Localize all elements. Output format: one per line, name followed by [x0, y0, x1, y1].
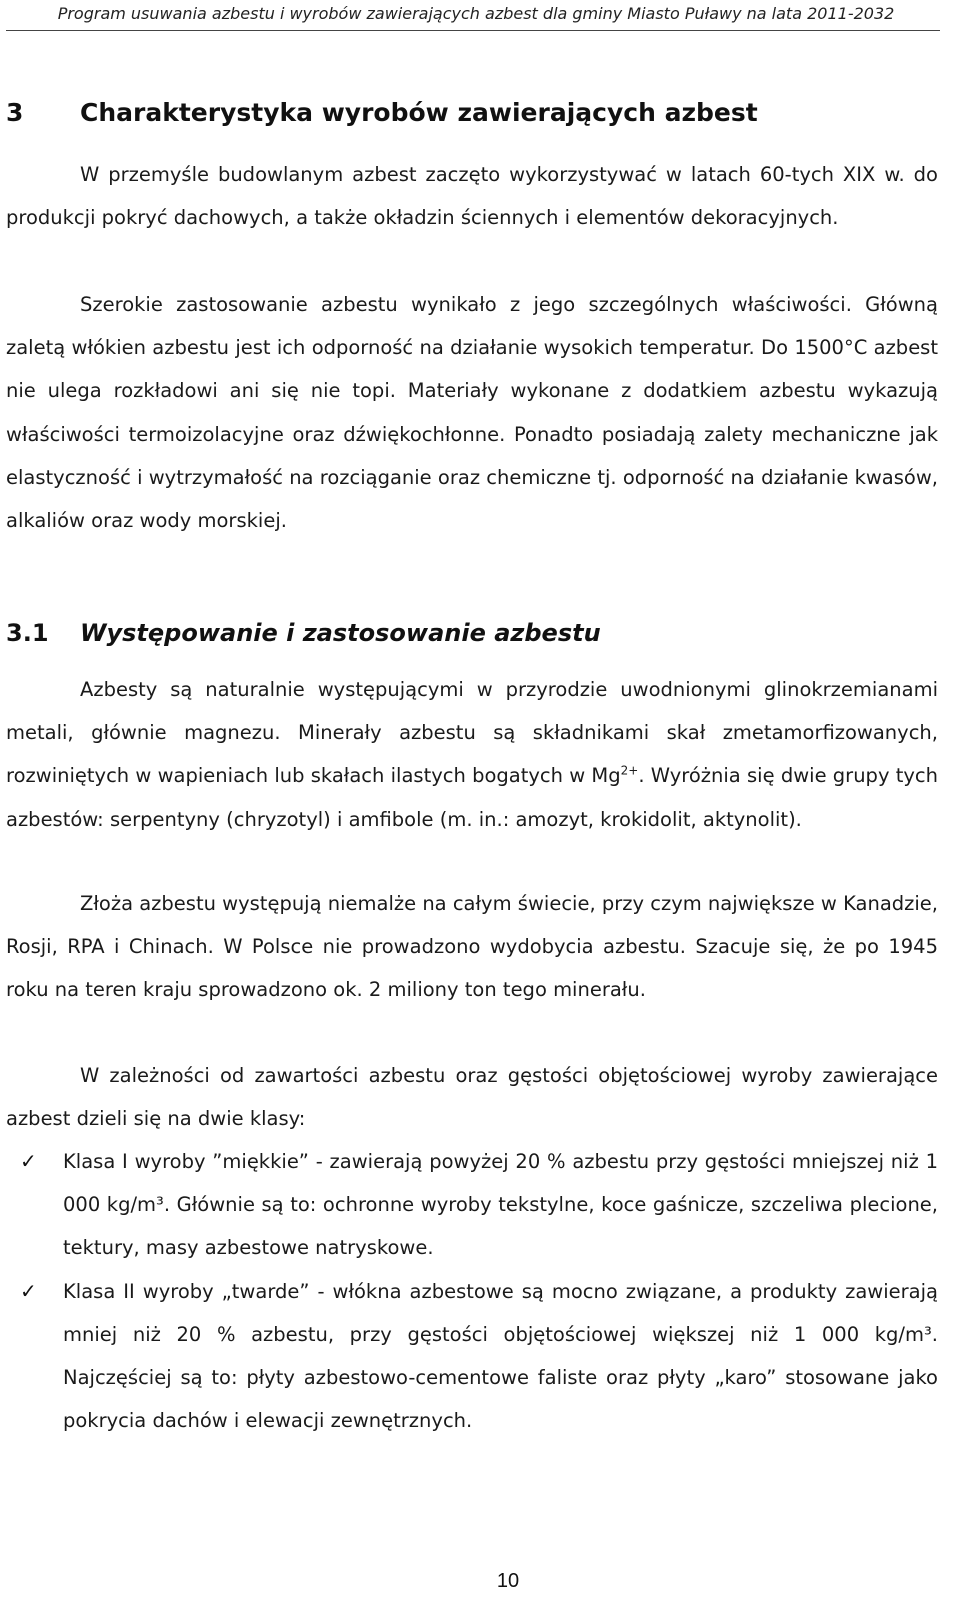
checkmark-icon: ✓ — [20, 1149, 37, 1173]
section-3-1-paragraph-3: W zależności od zawartości azbestu oraz gęstości objętościowej wyroby zawierające azbest dzieli się na dwie klasy: — [6, 1064, 938, 1131]
section-3-paragraph-2: Szerokie zastosowanie azbestu wynikało z jego szczególnych właściwości. Główną zaletą włókien azbestu jest ich odporność na działanie wysokich temperatur. Do 1500°C azbest nie ulega rozkładowi ani się nie topi. Materiały wykonane z dodatkiem azbestu wykazują właściwości termoizolacyjne oraz dźwiękochłonne. Ponadto posiadają zalety mechaniczne jak elastyczność i wytrzymałość na rozciąganie oraz chemiczne tj. odporność na działanie kwasów, alkaliów oraz wody morskiej. — [6, 293, 938, 533]
checkmark-icon: ✓ — [20, 1278, 37, 1303]
section-3-1-paragraph-1 — [6, 668, 938, 841]
page-number: 10 — [496, 1570, 520, 1592]
paragraph-text: . Wyróżnia się dwie grupy tych azbestów: serpentyny (chryzotyl) i amfibole (m. in.: amozyt, krokidolit, aktynolit). — [6, 764, 938, 831]
list-item — [6, 1140, 938, 1270]
running-header: Program usuwania azbestu i wyrobów zawierających azbest dla gminy Miasto Puławy na lata 2011-2032 — [57, 4, 895, 23]
section-3-title: Charakterystyka wyrobów zawierających azbest — [80, 98, 758, 127]
paragraph-text: Azbesty są naturalnie występującymi w przyrodzie uwodnionymi glinokrzemianami metali, głównie magnezu. Minerały azbestu są składnikami skał zmetamorfizowanych, rozwiniętych w wapieniach lub skałach ilastych bogatych w Mg — [6, 678, 938, 788]
asbestos-class-list — [6, 1140, 938, 1442]
section-3-1-heading — [6, 616, 936, 650]
list-item-text: Klasa II wyroby „twarde” - włókna azbestowe są mocno związane, a produkty zawierają mniej niż 20 % azbestu, przy gęstości objętościowej większej niż 1 000 kg/m³. Najczęściej są to: płyty azbestowo-cementowe faliste oraz płyty „karo” stosowane jako pokrycia dachów i elewacji zewnętrznych. — [63, 1279, 938, 1433]
section-3-paragraph-1: W przemyśle budowlanym azbest zaczęto wykorzystywać w latach 60-tych XIX w. do produkcji pokryć dachowych, a także okładzin ściennych i elementów dekoracyjnych. — [6, 163, 938, 230]
section-3-number: 3 — [6, 98, 24, 127]
list-item-text: Klasa I wyroby ”miękkie” - zawierają powyżej 20 % azbestu przy gęstości mniejszej niż 1 000 kg/m³. Głównie są to: ochronne wyroby tekstylne, koce gaśnicze, szczeliwa plecione, tektury, masy azbestowe natryskowe. — [63, 1150, 938, 1260]
section-3-1-number: 3.1 — [6, 619, 49, 647]
list-item — [6, 1270, 938, 1443]
section-3-1-title: Występowanie i zastosowanie azbestu — [80, 619, 601, 647]
superscript-charge: 2+ — [620, 763, 639, 778]
header-rule — [6, 30, 940, 31]
section-3-heading — [6, 96, 936, 130]
section-3-1-paragraph-2: Złoża azbestu występują niemalże na całym świecie, przy czym największe w Kanadzie, Rosji, RPA i Chinach. W Polsce nie prowadzono wydobycia azbestu. Szacuje się, że po 1945 roku na teren kraju sprowadzono ok. 2 miliony ton tego minerału. — [6, 892, 938, 1002]
